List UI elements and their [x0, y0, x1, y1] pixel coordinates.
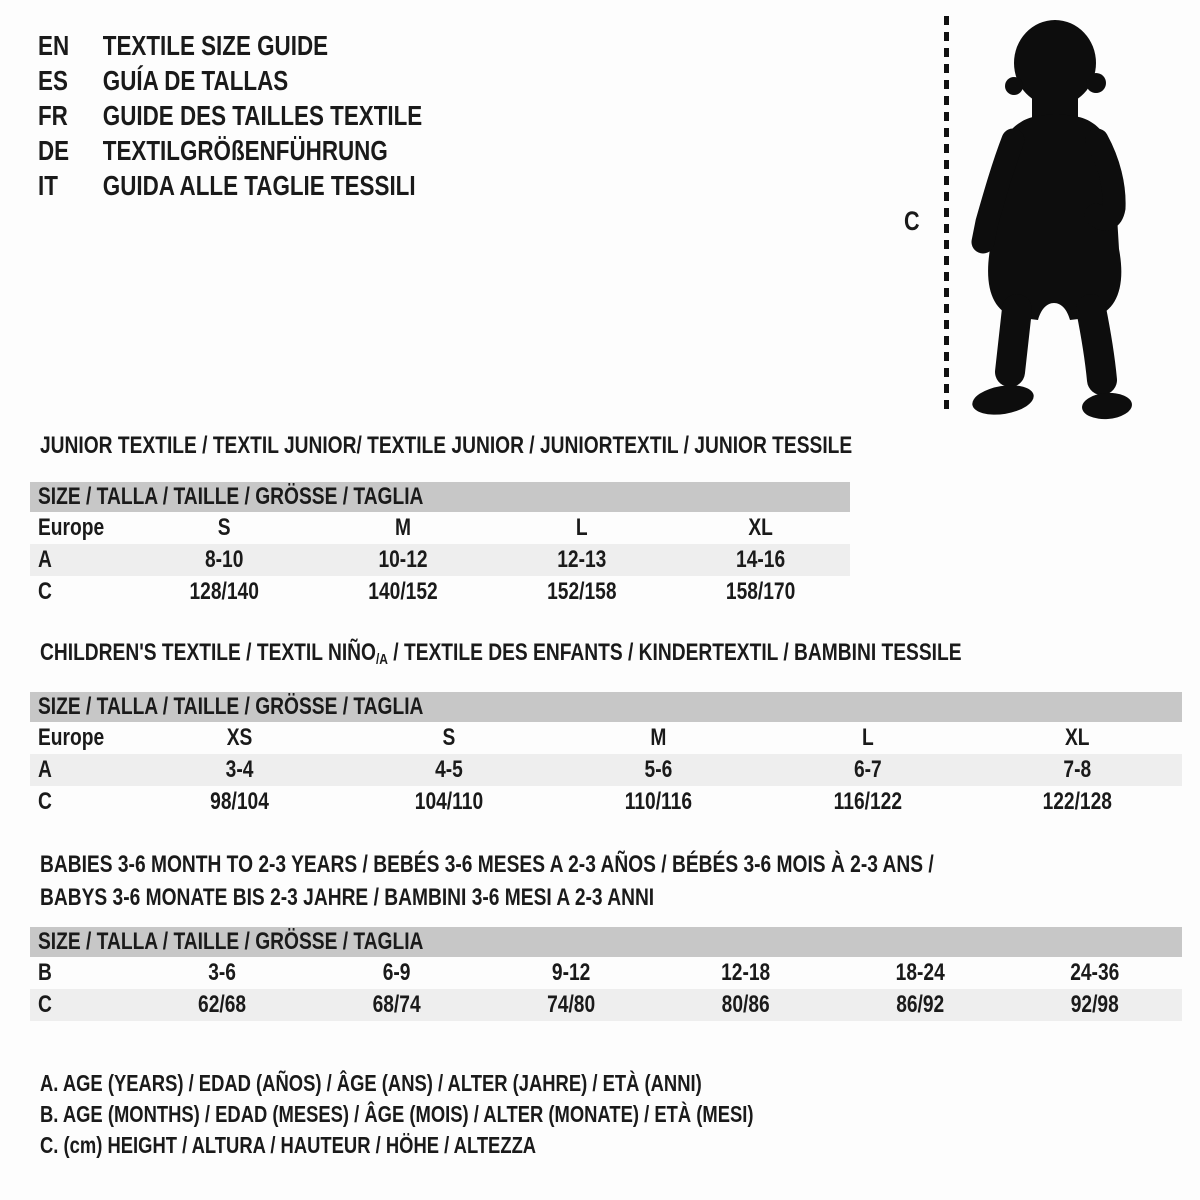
measure-label-c: C	[904, 206, 920, 236]
size-cell: 3-6	[208, 959, 236, 986]
row-label: B	[38, 959, 52, 986]
size-cell: 5-6	[644, 756, 673, 783]
lang-title: GUIDE DES TAILLES TEXTILE	[102, 99, 423, 131]
measure-legend	[40, 1068, 753, 1161]
size-cell: L	[861, 724, 874, 751]
size-cell: L	[575, 514, 588, 541]
size-cell: 14-16	[736, 546, 786, 573]
row-label: C	[38, 578, 52, 605]
size-cell: 128/140	[189, 578, 259, 605]
size-cell: XL	[1065, 724, 1090, 751]
babies-section-heading	[40, 848, 934, 914]
lang-title: GUÍA DE TALLAS	[102, 64, 289, 96]
row-label: C	[38, 788, 52, 815]
size-cell: 92/98	[1070, 991, 1119, 1018]
size-header-label: SIZE / TALLA / TAILLE / GRÖSSE / TAGLIA	[38, 693, 424, 720]
size-cell: 24-36	[1070, 959, 1120, 986]
size-table-header	[30, 482, 850, 512]
size-cell: 6-7	[853, 756, 882, 783]
junior-size-table	[30, 482, 850, 608]
junior-section-heading: JUNIOR TEXTILE / TEXTIL JUNIOR/ TEXTILE JUNIOR / JUNIORTEXTIL / JUNIOR TESSILE	[40, 432, 853, 459]
row-label: A	[38, 756, 52, 783]
lang-row-fr	[38, 98, 422, 133]
lang-row-es	[38, 63, 422, 98]
lang-title: TEXTILGRÖßENFÜHRUNG	[102, 134, 388, 166]
babies-heading-line2: BABYS 3-6 MONATE BIS 2-3 JAHRE / BAMBINI 3-6 MESI A 2-3 ANNI	[40, 883, 655, 911]
babies-heading-line1: BABIES 3-6 MONTH TO 2-3 YEARS / BEBÉS 3-6 MESES A 2-3 AÑOS / BÉBÉS 3-6 MOIS À 2-3 ANS /	[40, 850, 934, 878]
lang-code: FR	[38, 99, 68, 131]
table-row-europe	[30, 722, 1182, 754]
size-cell: 3-4	[225, 756, 254, 783]
row-label: A	[38, 546, 52, 573]
babies-size-table	[30, 927, 1182, 1021]
lang-row-de	[38, 133, 422, 168]
lang-code: EN	[38, 29, 70, 61]
size-cell: 6-9	[382, 959, 411, 986]
size-cell: 62/68	[198, 991, 247, 1018]
lang-title: TEXTILE SIZE GUIDE	[102, 29, 329, 61]
legend-line-a: A. AGE (YEARS) / EDAD (AÑOS) / ÂGE (ANS) / ALTER (JAHRE) / ETÀ (ANNI)	[40, 1070, 702, 1096]
size-cell: 116/122	[833, 788, 902, 815]
size-cell: 110/116	[624, 788, 693, 815]
lang-row-it	[38, 168, 422, 203]
table-row-months	[30, 957, 1182, 989]
size-cell: 12-13	[557, 546, 607, 573]
size-cell: XL	[748, 514, 773, 541]
size-cell: 140/152	[368, 578, 438, 605]
size-table-header	[30, 927, 1182, 957]
table-row-height	[30, 989, 1182, 1021]
size-cell: 18-24	[895, 959, 945, 986]
lang-title: GUIDA ALLE TAGLIE TESSILI	[102, 169, 416, 201]
row-label: Europe	[38, 514, 105, 541]
children-section-heading	[40, 639, 962, 667]
size-cell: 98/104	[210, 788, 269, 815]
size-cell: 12-18	[721, 959, 771, 986]
size-header-label: SIZE / TALLA / TAILLE / GRÖSSE / TAGLIA	[38, 483, 424, 510]
size-cell: M	[395, 514, 411, 541]
size-cell: 104/110	[414, 788, 484, 815]
row-label: Europe	[38, 724, 105, 751]
height-dashed-line	[944, 16, 949, 416]
size-cell: 86/92	[896, 991, 945, 1018]
table-row-height	[30, 786, 1182, 818]
size-cell: 122/128	[1042, 788, 1112, 815]
table-row-europe	[30, 512, 850, 544]
size-cell: 68/74	[372, 991, 421, 1018]
table-row-height	[30, 576, 850, 608]
lang-code: DE	[38, 134, 70, 166]
size-header-label: SIZE / TALLA / TAILLE / GRÖSSE / TAGLIA	[38, 928, 424, 955]
size-cell: 9-12	[551, 959, 591, 986]
lang-code: ES	[38, 64, 68, 96]
size-cell: S	[217, 514, 231, 541]
row-label: C	[38, 991, 52, 1018]
legend-line-b: B. AGE (MONTHS) / EDAD (MESES) / ÂGE (MOIS) / ALTER (MONATE) / ETÀ (MESI)	[40, 1101, 754, 1127]
size-cell: 158/170	[725, 578, 796, 605]
language-title-list	[38, 28, 422, 203]
children-size-table	[30, 692, 1182, 818]
table-row-age	[30, 754, 1182, 786]
size-cell: S	[442, 724, 456, 751]
lang-code: IT	[38, 169, 58, 201]
size-cell: XS	[226, 724, 253, 751]
size-cell: 80/86	[721, 991, 770, 1018]
size-cell: M	[650, 724, 667, 751]
lang-row-en	[38, 28, 422, 63]
table-row-age	[30, 544, 850, 576]
size-cell: 7-8	[1063, 756, 1092, 783]
size-cell: 152/158	[547, 578, 617, 605]
children-heading-subscript: /A	[375, 651, 388, 668]
children-heading-prefix: CHILDREN'S TEXTILE / TEXTIL NIÑO	[40, 639, 376, 666]
size-cell: 4-5	[435, 756, 463, 783]
size-table-header	[30, 692, 1182, 722]
size-cell: 8-10	[204, 546, 244, 573]
toddler-silhouette-image	[957, 14, 1143, 422]
children-heading-suffix: / TEXTILE DES ENFANTS / KINDERTEXTIL / BAMBINI TESSILE	[387, 639, 962, 666]
legend-line-c: C. (cm) HEIGHT / ALTURA / HAUTEUR / HÖHE / ALTEZZA	[40, 1132, 537, 1158]
size-cell: 74/80	[547, 991, 596, 1018]
size-cell: 10-12	[378, 546, 428, 573]
